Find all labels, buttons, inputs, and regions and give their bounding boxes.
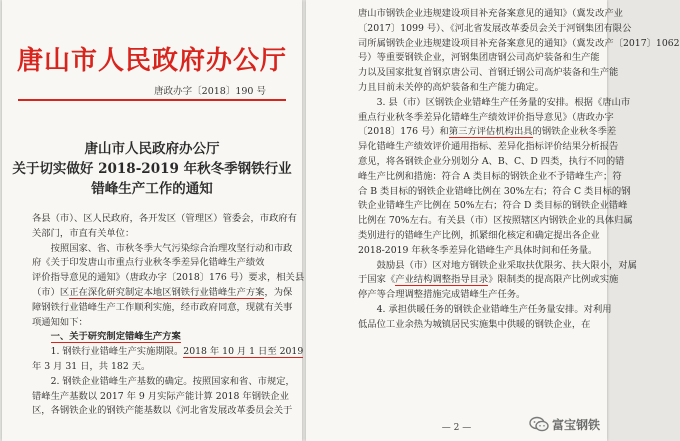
watermark-text: 富宝钢铁: [551, 418, 600, 432]
text-line: [358, 7, 623, 22]
line-text: 3. 县（市）区钢铁企业错峰生产任务量的安排。根据《唐山市: [358, 96, 631, 108]
line-text: 2018-2019 年秋冬季差异化错峰生产具体时间和任务量。: [358, 244, 598, 256]
text-line: [358, 37, 680, 52]
line-text: 铁企业错峰生产比例在 50%左右；符合 D 类目标的钢铁企业错峰: [358, 200, 628, 212]
text-line: [32, 271, 305, 286]
text-line: [32, 390, 289, 405]
notice-title-line: 唐山市人民政府办公厅: [84, 141, 220, 157]
line-text: 》限制类的提高限产比例或实施: [488, 274, 619, 286]
line-text: 停产等合理调整措施完成错峰生产任务。: [358, 289, 526, 301]
wechat-icon: [529, 417, 549, 432]
notice-title: [2, 139, 302, 199]
text-line: [358, 244, 598, 259]
line-text: 鼓励县（市）区对地方钢铁企业采取扶优限劣、扶大限小，对属: [358, 259, 637, 271]
text-line: [32, 256, 280, 271]
text-line: [32, 227, 280, 242]
underlined-text: 第三方评估机构出具: [448, 126, 533, 138]
text-line: [358, 303, 612, 318]
text-line: [358, 66, 619, 81]
notice-title-line: 错峰生产工作的通知: [91, 181, 213, 197]
underlined-text: 正在深化研究制定本地区钢铁行业错峰生产方案: [69, 286, 265, 298]
text-line: [358, 81, 590, 96]
text-line: [358, 22, 632, 37]
text-line: [32, 316, 280, 331]
text-line: [32, 404, 293, 419]
text-line: [358, 140, 619, 155]
watermark: [529, 416, 600, 433]
text-line: [358, 96, 631, 111]
document-number: 唐政办字〔2018〕190 号: [154, 86, 266, 97]
text-line: [32, 242, 293, 257]
line-text: 司所属钢铁企业违规建设项目补充备案意见的通知》（冀发改产〔2017〕1062: [358, 37, 680, 49]
text-line: [358, 273, 619, 288]
line-text: （市）区: [32, 286, 70, 298]
text-line: [32, 301, 293, 316]
line-text: 4. 承担供暖任务的钢铁企业错峰生产任务量安排。对利用: [358, 303, 612, 315]
text-line: [32, 345, 304, 360]
line-text: 障钢铁行业错峰生产工作顺利实施，经市政府同意，现就有关事: [32, 301, 293, 313]
underlined-text: 一、关于研究制定错峰生产方案: [50, 331, 181, 343]
line-text: 意见，将各钢铁企业分别划分 A、B、C、D 四类，执行不同的错: [358, 155, 625, 167]
line-text: 类别进行的错峰生产比例，抓紧细化核定和确定提出各企业: [358, 229, 600, 241]
text-line: [358, 214, 633, 229]
text-line: [358, 288, 590, 303]
text-line: [358, 125, 617, 140]
text-line: [358, 51, 600, 66]
text-line: [358, 170, 622, 185]
line-text: 唐山市钢铁企业违规建设项目补充备案意见的通知》（冀发改产业: [358, 8, 623, 19]
underlined-text: 2018 年 10 月 1 日至 2019: [183, 346, 304, 358]
line-text: ，为保: [264, 286, 293, 298]
line-text: 府《关于印发唐山市重点行业秋冬季差异化错峰生产绩效: [32, 257, 265, 269]
line-text: 2. 钢铁企业错峰生产基数的确定。按照国家和省、市规定，: [32, 375, 295, 387]
line-text: 〔2017〕1099 号）、《河北省发展改革委员会关于河钢集团有限公: [358, 22, 632, 34]
left-body-text: [32, 212, 305, 419]
line-text: 区，各钢铁企业的钢铁产能基数以《河北省发展改革委员会关于: [32, 405, 293, 417]
text-line: [358, 185, 631, 200]
line-text: 力且目前未关停的高炉装备和生产能力确定。: [358, 81, 544, 93]
document-page-left: [2, 0, 305, 441]
line-text: 错峰生产基数以 2017 年 9 月实际产能计算 2018 年钢铁企业: [32, 390, 289, 402]
document-page-right: [306, 0, 680, 441]
text-line: [358, 229, 600, 244]
text-line: [358, 111, 614, 126]
line-text: 合 B 类目标的钢铁企业错峰比例在 30%左右；符合 C 类目标的钢: [358, 185, 631, 197]
line-text: 评价指导意见的通知》（唐政办字〔2018〕176 号）要求，相关县: [32, 272, 305, 284]
line-text: 年 3 月 31 日，共 182 天。: [32, 360, 151, 372]
office-title: 唐山市人民政府办公厅: [16, 46, 287, 76]
text-line: [32, 330, 280, 345]
line-text: 异化错峰生产绩效评价通用指标、差异化指标评价结果分析报告: [358, 141, 619, 153]
line-text: 号）等重要钢铁企业，河钢集团唐钢公司高炉装备和生产能: [358, 52, 600, 64]
underlined-text: 产业结构调整指导目录: [395, 274, 489, 286]
text-line: [358, 259, 637, 274]
notice-title-line: 关于切实做好 2018-2019 年秋冬季钢铁行业: [12, 161, 292, 177]
line-text: 各县（市）、区人民政府，各开发区（管理区）管委会，市政府有: [32, 213, 297, 224]
text-line: [32, 212, 297, 227]
line-text: 按照国家、省、市秋冬季大气污染综合治理攻坚行动和市政: [32, 242, 293, 254]
line-text: 1. 钢铁行业错峰生产实施期限。: [32, 346, 184, 358]
line-text: 力以及国家批复首钢京唐公司、首钢迁钢公司高炉装备和生产能: [358, 67, 619, 79]
line-text: [32, 331, 51, 342]
line-text: 关部门，市直有关单位：: [32, 227, 135, 239]
text-line: [358, 155, 625, 170]
text-line: [358, 199, 628, 214]
text-line: [32, 375, 295, 390]
right-body-text: [358, 7, 680, 333]
red-header-rule: [18, 99, 286, 101]
text-line: [358, 318, 590, 333]
line-text: 重点行业秋冬季差异化错峰生产绩效评价指导意见》（唐政办字: [358, 111, 614, 123]
text-line: [32, 360, 280, 375]
line-text: 峰生产比例和措施：符合 A 类目标的钢铁企业不予错峰生产；符: [358, 170, 622, 182]
line-text: 的钢铁企业秋冬季差: [532, 126, 617, 138]
line-text: 比例在 70%左右。有关县（市）区按照辖区内钢铁企业的具体归属: [358, 215, 633, 227]
line-text: 于国家《: [358, 274, 396, 286]
line-text: 低品位工业余热为城镇居民实施集中供暖的钢铁企业，在: [358, 318, 591, 330]
page-number-right: — 2 —: [441, 423, 472, 433]
text-line: [32, 286, 293, 301]
line-text: 项通知如下：: [32, 316, 88, 328]
line-text: 〔2018〕176 号）和: [358, 126, 449, 138]
